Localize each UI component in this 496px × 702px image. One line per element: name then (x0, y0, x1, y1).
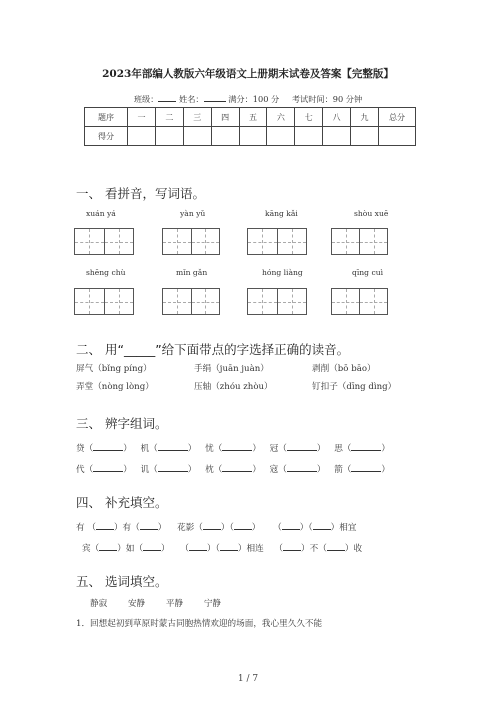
score-cell[interactable] (155, 127, 183, 146)
exam-time: 考试时间：90 分钟 (291, 94, 363, 104)
section-4-heading: 四、 补充填空。 (76, 495, 168, 510)
answer-blank[interactable] (189, 541, 207, 551)
answer-blank[interactable] (99, 541, 117, 551)
word-option: 宁静 (203, 599, 222, 609)
question-1: 1．回想起初到草原时蒙古同胞热情欢迎的场面，我心里久久不能 (76, 619, 323, 629)
class-blank (158, 92, 176, 102)
answer-blank[interactable] (143, 541, 161, 551)
answer-blank[interactable] (158, 462, 188, 472)
answer-blank[interactable] (96, 520, 114, 530)
score-cell[interactable] (295, 127, 323, 146)
answer-blank[interactable] (158, 441, 188, 451)
pinyin-label: kāng kǎi (265, 209, 298, 218)
score-header-cell: 八 (323, 108, 351, 127)
fill-row: 有 （ ）有（ ） 花影（ ）（ ） （ ）（ ）相宜 (76, 520, 356, 533)
score-cell[interactable] (351, 127, 379, 146)
answer-blank[interactable] (282, 520, 300, 530)
fill-text: 花影 (177, 523, 195, 533)
word-option: 静寂 (90, 599, 108, 609)
pinyin-label: shòu xuē (354, 209, 389, 218)
char-label: 贷 (76, 444, 85, 454)
answer-blank[interactable] (222, 462, 252, 472)
pinyin-label: shēng chù (86, 268, 126, 277)
writing-grid[interactable] (74, 228, 134, 255)
score-header-cell: 四 (211, 108, 239, 127)
exam-info (0, 92, 496, 105)
pinyin-label: qīng cuì (352, 268, 384, 277)
char-label: 冠 (269, 444, 279, 454)
score-value-row (85, 127, 416, 146)
score-header-cell: 五 (239, 108, 267, 127)
answer-blank[interactable] (287, 462, 317, 472)
fill-text: 相连 (246, 544, 264, 554)
score-header-cell: 一 (128, 108, 156, 127)
answer-blank[interactable] (327, 541, 345, 551)
char-label: 代 (76, 465, 85, 475)
pinyin-label: xuán yá (86, 209, 116, 218)
reading-choice[interactable]: 手绢（juān juàn） (194, 364, 269, 374)
char-label: 忧 (205, 444, 214, 454)
reading-choice[interactable]: 钉扣子（dīng dìng） (312, 382, 397, 392)
answer-blank[interactable] (220, 541, 238, 551)
word-option: 安静 (127, 599, 146, 609)
score-header-cell: 二 (155, 108, 183, 127)
writing-grid[interactable] (247, 228, 307, 255)
pinyin-label: yàn yǔ (180, 209, 206, 218)
char-label: 箭 (334, 465, 343, 475)
reading-choice[interactable]: 弄堂（nòng lòng） (76, 382, 154, 392)
name-label: 姓名： (179, 94, 204, 104)
char-label: 讥 (140, 465, 150, 475)
fill-text: 相宜 (339, 523, 357, 533)
section-3-heading: 三、 辨字组词。 (76, 416, 168, 431)
char-label: 思 (334, 444, 343, 454)
word-option-list (90, 597, 221, 609)
score-header-cell: 七 (295, 108, 323, 127)
answer-blank[interactable] (351, 441, 381, 451)
score-cell[interactable] (239, 127, 267, 146)
answer-blank[interactable] (140, 520, 158, 530)
writing-grid[interactable] (331, 228, 388, 255)
reading-choice[interactable]: 屏气（bǐng píng） (76, 364, 152, 374)
score-header-cell: 三 (183, 108, 211, 127)
writing-grid[interactable] (247, 288, 307, 315)
score-cell[interactable] (128, 127, 156, 146)
section-2-heading: 二、 用“_____”给下面带点的字选择正确的读音。 (76, 342, 350, 357)
fill-text: 有 (122, 523, 132, 533)
fill-text: 宾 (82, 544, 91, 554)
answer-blank[interactable] (287, 441, 317, 451)
answer-blank[interactable] (283, 541, 301, 551)
fill-text: 不 (309, 544, 319, 554)
answer-blank[interactable] (93, 462, 123, 472)
section-5-heading: 五、 选词填空。 (76, 574, 168, 589)
fill-text: 有 (76, 523, 85, 533)
score-header-row (85, 108, 416, 127)
answer-blank[interactable] (313, 520, 331, 530)
char-label: 机 (140, 444, 150, 454)
fill-text: 收 (353, 544, 363, 554)
word-option: 平静 (165, 599, 184, 609)
writing-grid[interactable] (331, 288, 388, 315)
score-cell[interactable] (267, 127, 295, 146)
score-cell[interactable] (323, 127, 351, 146)
char-label: 寇 (269, 465, 279, 475)
section-1-heading: 一、 看拼音，写词语。 (76, 186, 205, 201)
full-score: 满分：100 分 (228, 94, 280, 104)
page-number: 1 / 7 (237, 674, 259, 684)
score-header-cell: 题序 (85, 108, 128, 127)
word-group-row: 贷（ ） 机（ ） 忧（ ） 冠（ ） 思（ ） (76, 441, 390, 454)
pinyin-label: hóng liàng (262, 268, 303, 277)
fill-row: 宾（ ）如（ ） （ ）（ ）相连 （ ）不（ ）收 (82, 541, 362, 554)
answer-blank[interactable] (93, 441, 123, 451)
fill-text: 如 (125, 544, 135, 554)
reading-choice[interactable]: 剥削（bō bāo） (312, 364, 376, 374)
reading-choice[interactable]: 压轴（zhóu zhòu） (194, 382, 273, 392)
score-table (84, 107, 416, 146)
score-cell[interactable] (379, 127, 416, 146)
answer-blank[interactable] (222, 441, 252, 451)
answer-blank[interactable] (203, 520, 221, 530)
score-header-cell: 六 (267, 108, 295, 127)
writing-grid[interactable] (74, 288, 134, 315)
char-label: 枕 (205, 465, 214, 475)
score-cell[interactable] (183, 127, 211, 146)
word-group-row: 代（ ） 讥（ ） 枕（ ） 寇（ ） 箭（ ） (76, 462, 390, 475)
name-blank (204, 92, 226, 102)
answer-blank[interactable] (351, 462, 381, 472)
writing-grid[interactable] (162, 288, 220, 315)
writing-grid[interactable] (162, 228, 220, 255)
score-header-cell: 九 (351, 108, 379, 127)
score-row-label: 得分 (85, 127, 128, 146)
class-label: 班级： (133, 94, 159, 104)
score-header-cell: 总分 (379, 108, 416, 127)
document-title: 2023年部编人教版六年级语文上册期末试卷及答案【完整版】 (102, 68, 394, 80)
score-cell[interactable] (211, 127, 239, 146)
pinyin-label: mǐn gǎn (176, 268, 208, 277)
answer-blank[interactable] (234, 520, 252, 530)
